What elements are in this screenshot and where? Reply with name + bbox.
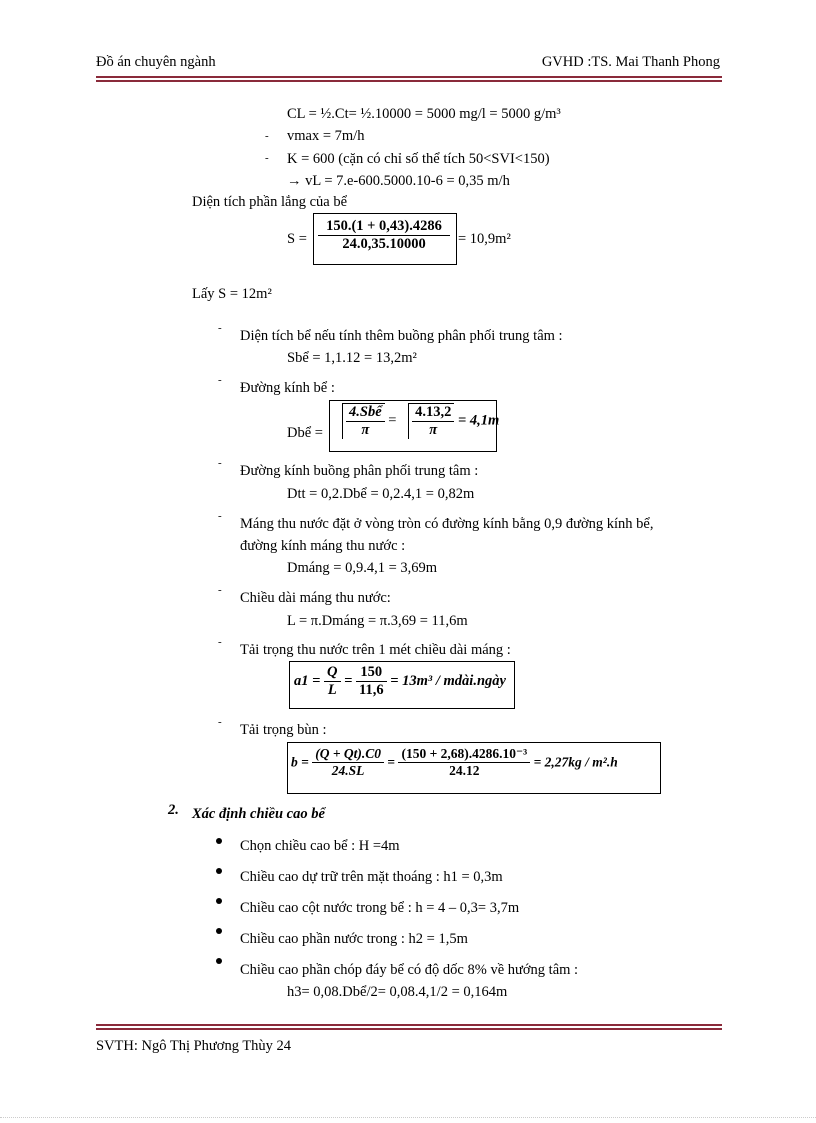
dash-marker: -	[218, 510, 222, 522]
b4-text2: đường kính máng thu nước :	[240, 538, 406, 554]
b6-d1: L	[327, 682, 337, 698]
b2-result: = 4,1m	[457, 412, 500, 429]
b2-n1: 4.Sbể	[349, 404, 382, 420]
dash-marker: -	[218, 374, 222, 386]
area-heading: Diện tích phần lắng của bể	[192, 194, 348, 210]
s-lhs: S =	[287, 231, 307, 247]
b2-d1: π	[361, 422, 370, 438]
header-rule	[96, 76, 722, 82]
vl-line: → vL = 7.e-600.5000.10-6 = 0,35 m/h	[287, 173, 510, 189]
s-result: = 10,9m²	[458, 231, 511, 247]
b7-n1: (Q + Qt).C0	[312, 746, 384, 763]
bullet-dot	[216, 958, 222, 964]
b7-lhs: b =	[291, 754, 309, 770]
dash-marker: -	[218, 322, 222, 334]
b7-d2: 24.12	[449, 763, 480, 778]
b2-d2: π	[429, 422, 438, 438]
b6-n2: 150	[356, 664, 387, 682]
b2-n2: 4.13,2	[412, 404, 454, 422]
vmax-line: vmax = 7m/h	[287, 128, 365, 144]
footer-left: SVTH: Ngô Thị Phương Thùy 24	[96, 1038, 292, 1054]
b5-text: Chiều dài máng thu nước:	[240, 590, 391, 606]
s-denominator: 24.0,35.10000	[342, 236, 426, 252]
dash-marker: -	[218, 584, 222, 596]
bullet-dot	[216, 928, 222, 934]
b7-text: Tải trọng bùn :	[240, 722, 327, 738]
header-left: Đồ án chuyên ngành	[96, 54, 216, 70]
section-number: 2.	[168, 802, 179, 818]
sqrt-1	[342, 403, 385, 439]
b3-calc: Dtt = 0,2.Dbể = 0,2.4,1 = 0,82m	[287, 486, 475, 502]
b3-text: Đường kính buồng phân phối trung tâm :	[240, 463, 479, 479]
b1-calc: Sbể = 1,1.12 = 13,2m²	[287, 350, 417, 366]
s-formula-box	[313, 213, 457, 265]
b7-d1: 24.SL	[331, 763, 365, 778]
cl-line: CL = ½.Ct= ½.10000 = 5000 mg/l = 5000 g/m³	[287, 106, 561, 122]
bullet-dot	[216, 868, 222, 874]
bullet-dot	[216, 838, 222, 844]
b1-text: Diện tích bể nếu tính thêm buồng phân phối trung tâm :	[240, 328, 563, 344]
c2-line: Chiều cao dự trữ trên mặt thoáng : h1 = 0,3m	[240, 869, 503, 885]
b2-lhs: Dbể =	[287, 425, 323, 441]
b4-calc: Dmáng = 0,9.4,1 = 3,69m	[287, 560, 438, 576]
sqrt-2	[408, 403, 454, 439]
s-numerator: 150.(1 + 0,43).4286	[318, 218, 450, 236]
d-formula-box: $\frac{\text{4.Sbể}}{\pi}$ = $\frac{4.13,2}{\pi}$ = 4,1m	[329, 400, 497, 452]
b6-result: = 13m³ / mdài.ngày	[390, 673, 506, 689]
dash-marker: -	[218, 716, 222, 728]
b-formula-box: b = $\frac{(Q + Qt).C0}{24.SL}$ = $\frac{\text{(150 + 2,68).4286.10⁻³}}{24.12}$ = 2,27kg / m².h	[287, 742, 661, 794]
b6-text: Tải trọng thu nước trên 1 mét chiều dài máng :	[240, 642, 511, 658]
b6-n1: Q	[324, 664, 340, 682]
dash-marker: -	[265, 130, 269, 142]
b6-d2: 11,6	[359, 682, 384, 698]
dash-marker: -	[265, 152, 269, 164]
c5-calc: h3= 0,08.Dbể/2= 0,08.4,1/2 = 0,164m	[287, 984, 508, 1000]
bullet-dot	[216, 898, 222, 904]
footer-rule	[96, 1024, 722, 1030]
c3-line: Chiều cao cột nước trong bể : h = 4 – 0,3= 3,7m	[240, 900, 520, 916]
page-bottom-dotted-line	[0, 1117, 816, 1118]
header-right: GVHD :TS. Mai Thanh Phong	[541, 54, 720, 70]
dash-marker: -	[218, 636, 222, 648]
c1-line: Chọn chiều cao bể : H =4m	[240, 838, 400, 854]
c5-line: Chiều cao phần chóp đáy bể có độ dốc 8% về hướng tâm :	[240, 962, 579, 978]
dash-marker: -	[218, 457, 222, 469]
c4-line: Chiều cao phần nước trong : h2 = 1,5m	[240, 931, 468, 947]
b6-lhs: a1 =	[294, 673, 321, 689]
section-title: Xác định chiều cao bể	[192, 806, 325, 822]
b7-result: = 2,27kg / m².h	[533, 754, 618, 770]
lay-s-line: Lấy S = 12m²	[192, 286, 272, 302]
b5-calc: L = π.Dmáng = π.3,69 = 11,6m	[287, 613, 468, 629]
b2-text: Đường kính bể :	[240, 380, 335, 396]
b7-n2: (150 + 2,68).4286.10⁻³	[398, 746, 530, 763]
k-line: K = 600 (cặn có chỉ số thể tích 50<SVI<150)	[287, 151, 550, 167]
b4-text1: Máng thu nước đặt ở vòng tròn có đường kính bằng 0,9 đường kính bể,	[240, 516, 654, 532]
a1-formula-box: a1 = $\frac{Q}{L}$ = $\frac{150}{11,6}$ = 13m³ / mdài.ngày	[289, 661, 515, 709]
